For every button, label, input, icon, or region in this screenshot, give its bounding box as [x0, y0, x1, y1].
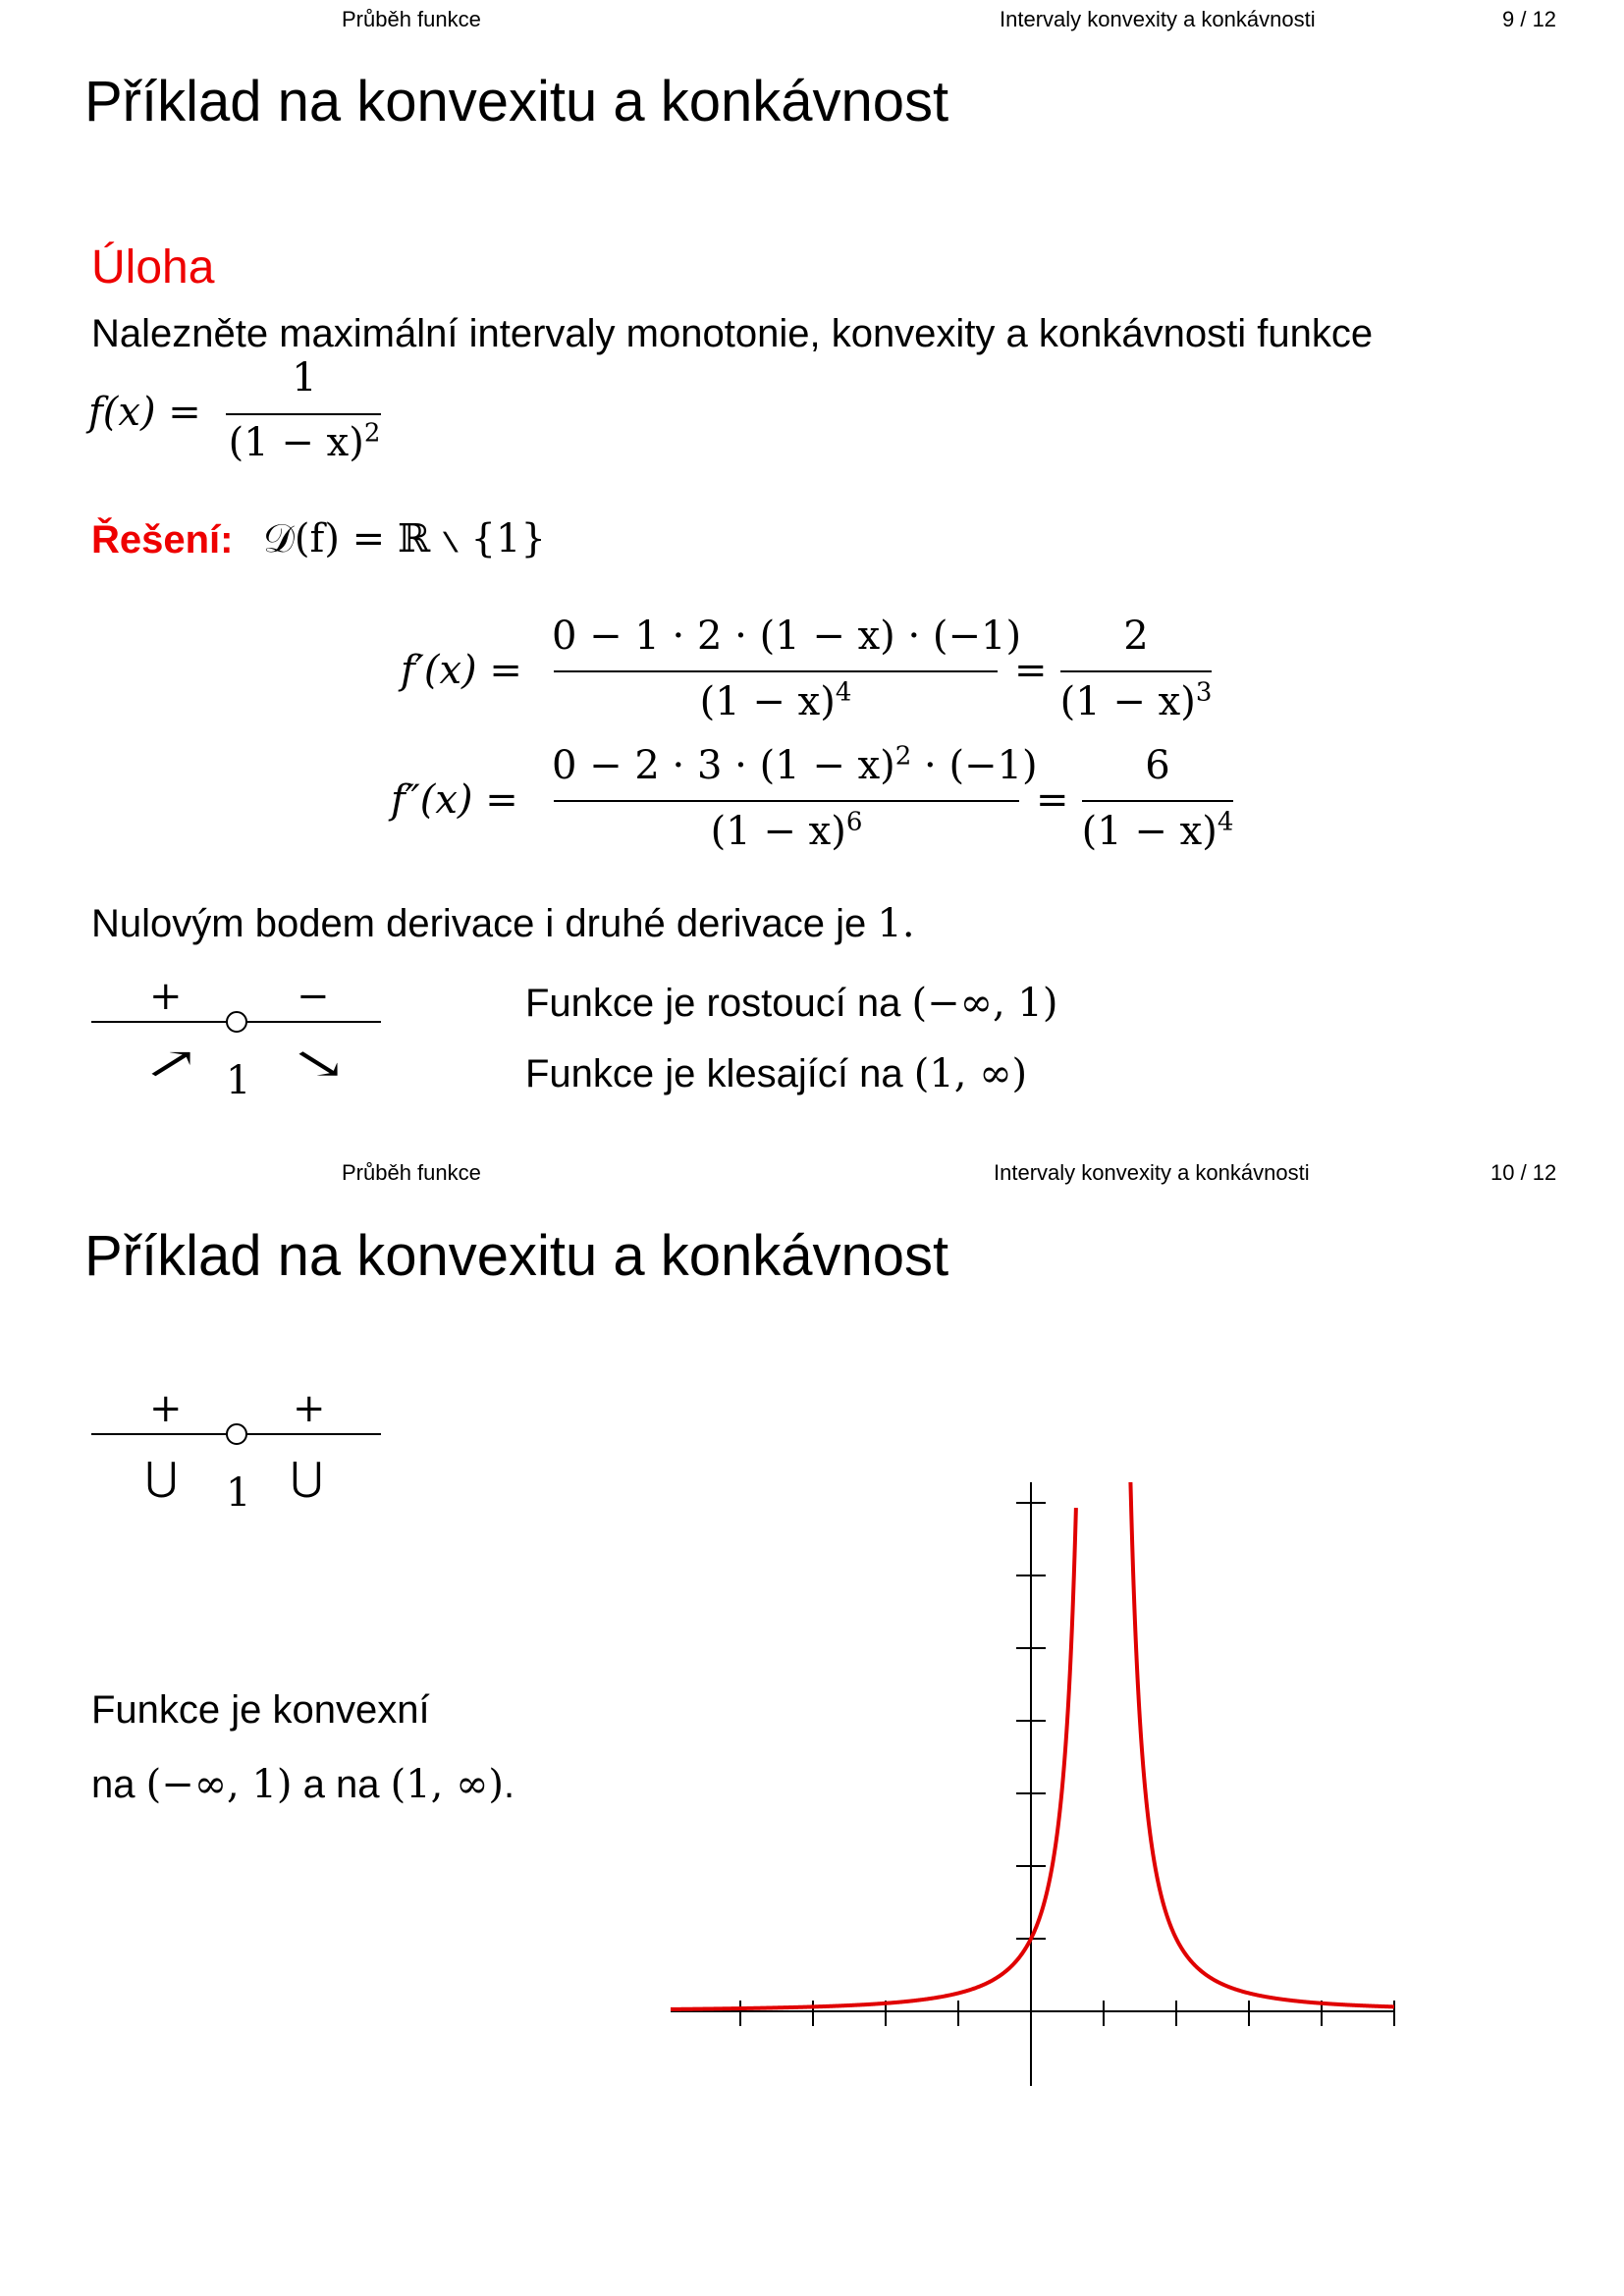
tick-marks: [740, 1503, 1394, 2026]
zero-point-text: Nulovým bodem derivace i druhé derivace je 1.: [91, 901, 915, 946]
convex-cup-icon: ⋃: [291, 1455, 323, 1500]
function-lhs: f(x) =: [88, 390, 201, 435]
first-derivative-denominator: $(1 - x)^4$: [699, 677, 852, 724]
convex-text-line2: na (−∞, 1) a na (1, ∞).: [91, 1762, 515, 1807]
sign-point: 1: [226, 1058, 251, 1103]
first-derivative-result-denominator: $(1 - x)^3$: [1059, 677, 1213, 724]
function-denominator: $(1 - x)^2$: [228, 418, 381, 465]
sign-minus: −: [297, 974, 330, 1019]
first-derivative-result-numerator: 2: [1123, 614, 1149, 659]
task-heading: Úloha: [91, 241, 215, 294]
curve-right-branch: [1130, 1482, 1394, 2006]
increasing-text: Funkce je rostoucí na (−∞, 1): [525, 981, 1058, 1026]
increasing-arrow-icon: ↗: [142, 1039, 200, 1089]
second-derivative-denominator: $(1 - x)^6$: [710, 807, 863, 854]
header-page-number: 10 / 12: [1490, 1160, 1557, 1185]
header-section: Průběh funkce: [342, 1160, 481, 1185]
second-derivative-numerator: $0 - 2 \cdot 3 \cdot (1 - x)^2 \cdot (-1)$: [552, 741, 1038, 788]
sign-plus-left: +: [149, 1386, 183, 1431]
second-derivative-result-numerator: 6: [1145, 743, 1170, 788]
first-derivative-numerator: 0 − 1 · 2 · (1 − x) · (−1): [552, 614, 1022, 659]
function-numerator: 1: [292, 355, 317, 400]
convex-cup-icon: ⋃: [145, 1455, 178, 1500]
header-section: Průběh funkce: [342, 7, 481, 31]
first-derivative-equals: =: [1014, 648, 1048, 693]
decreasing-arrow-icon: ↘: [290, 1039, 348, 1089]
sign-point: 1: [226, 1470, 251, 1516]
sign-plus-right: +: [293, 1386, 326, 1431]
decreasing-text: Funkce je klesající na (1, ∞): [525, 1051, 1028, 1096]
second-derivative-result-denominator: $(1 - x)^4$: [1081, 807, 1234, 854]
header-subsection: Intervaly konvexity a konkávnosti: [1000, 7, 1316, 31]
first-derivative-lhs: f′(x) =: [401, 648, 522, 693]
solution-label: Řešení:: [91, 518, 234, 561]
curve-left-branch: [671, 1508, 1076, 2009]
convex-text-line1: Funkce je konvexní: [91, 1688, 430, 1732]
header-subsection: Intervaly konvexity a konkávnosti: [994, 1160, 1310, 1185]
axes: [671, 1482, 1394, 2086]
domain-expression: 𝒟(f) = ℝ ∖ {1}: [263, 516, 546, 561]
second-derivative-lhs: f″(x) =: [391, 777, 518, 823]
curve-series: [671, 1482, 1394, 2009]
sign-plus: +: [149, 974, 183, 1019]
task-text: Nalezněte maximální intervaly monotonie, konvexity a konkávnosti funkce: [91, 312, 1374, 355]
header-page-number: 9 / 12: [1502, 7, 1557, 31]
slide-title: Příklad na konvexitu a konkávnost: [84, 1224, 949, 1288]
slide-title: Příklad na konvexitu a konkávnost: [84, 70, 949, 133]
second-derivative-equals: =: [1036, 777, 1069, 823]
